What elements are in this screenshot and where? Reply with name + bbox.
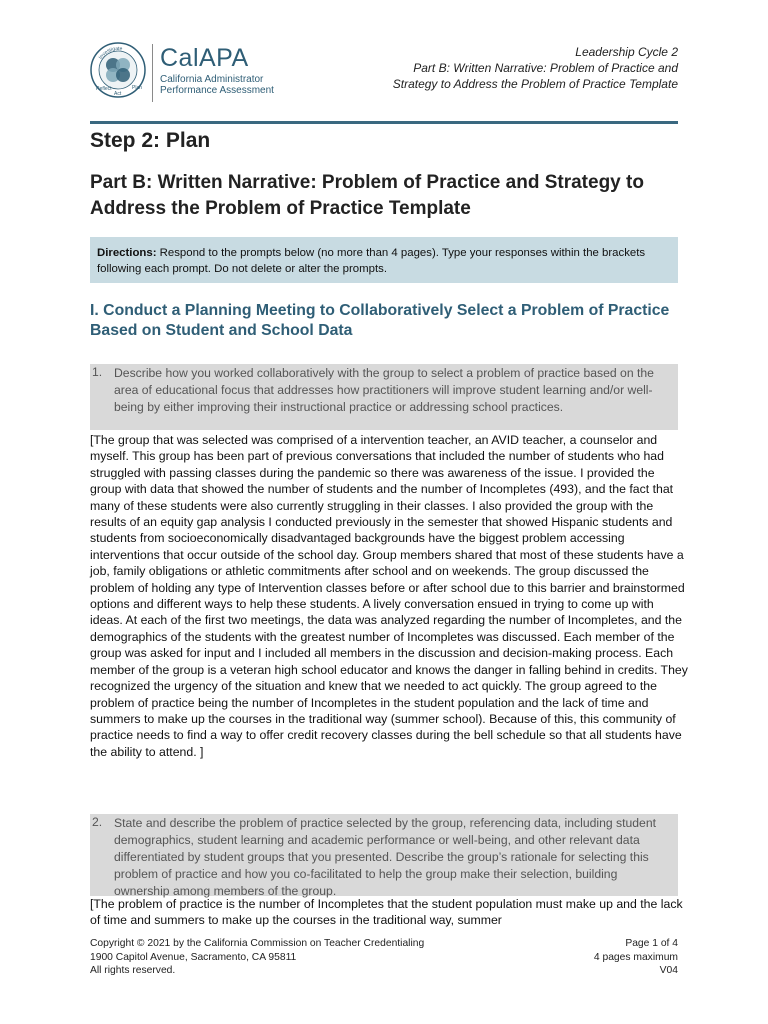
calapa-seal-icon xyxy=(90,42,146,98)
footer-address: 1900 Capitol Avenue, Sacramento, CA 95811 xyxy=(90,951,297,963)
calapa-logo xyxy=(90,42,280,112)
response-1[interactable]: [The group that was selected was comprised of a intervention teacher, an AVID teacher, a counselor and myself. This group has been part of previous conversations that included the number of students who had struggled with passing classes during the pandemic so there was awareness of the issue. I provided the group with data that showed the number of students and the number of Incompletes (493), and the fact that many of these students were also currently struggling in their classes. I also provided the group with the results of an equity gap analysis I conducted previously in the semester that showed Hispanic students and students from socioeconomically disadvantaged backgrounds have the biggest problem accessing interventions that occur outside of the school day. Group members shared that most of these students have a job, family obligations or athletic commitments after school and on weekends. The group discussed the problem of holding any type of Intervention classes before or after school due to this barrier and brainstormed options and different ways to help these students. A lively conversation ensued in trying to come up with ideas. At each of the first two meetings, the data was analyzed regarding the number of Incompletes, and the demographics of the students with the greatest number of Incompletes was discussed. Each member of the group was asked for input and I included all members in the discussion and decision-making process. Each member of the group is a veteran high school educator and knows the danger in falling behind in credits. They recognized the urgency of the situation and knew that we needed to act quickly. The group agreed to the problem of practice being the number of Incompletes in the student population and the lack of time and summers to make up the courses in the traditional way (summer school). Because of this, this community of practice needs to find a way to offer credit recovery classes during the bell schedule so that all students have the ability to attend. ] xyxy=(90,433,688,759)
prompt-1 xyxy=(90,364,678,430)
footer-version: V04 xyxy=(659,965,678,976)
footer-copyright: Copyright © 2021 by the California Commission on Teacher Credentialing xyxy=(90,938,425,949)
prompt-text: State and describe the problem of practice selected by the group, referencing data, including student demographics, student learning and academic performance or well-being, and other relevant data differentiated by student groups that you presented. Describe the group’s rationale for selecting this problem of practice and how you co-facilitated to help the group make their selection, building ownership among members of the group. xyxy=(114,816,657,898)
prompt-text: Describe how you worked collaboratively with the group to select a problem of practice based on the area of educational focus that addresses how practitioners will improve student learning and/or well-being by either improving their instructional practice or addressing school practices. xyxy=(114,366,654,414)
footer-page-limit: 4 pages maximum xyxy=(593,951,678,963)
prompt-number: 1. xyxy=(92,365,103,379)
seal-word-act: Act xyxy=(114,91,122,97)
footer-rights: All rights reserved. xyxy=(90,965,176,976)
leadership-cycle: Leadership Cycle 2 xyxy=(575,45,678,59)
footer-right xyxy=(594,937,678,978)
template-line-1: Part B: Written Narrative: Problem of Practice and xyxy=(413,61,678,75)
page-header xyxy=(90,42,678,120)
prompt-number: 2. xyxy=(92,815,103,829)
footer-page-number: Page 1 of 4 xyxy=(625,938,678,949)
header-template-info xyxy=(393,44,678,92)
seal-word-plan: Plan xyxy=(132,85,143,91)
seal-word-investigate: Investigate xyxy=(97,45,123,61)
directions-label: Directions: xyxy=(97,247,157,259)
header-rule xyxy=(90,121,678,124)
footer-left xyxy=(90,937,424,978)
seal-word-reflect: Reflect xyxy=(96,86,112,92)
response-2[interactable]: [The problem of practice is the number of Incompletes that the student population must make up and the lack of time and summers to make up the courses in the traditional way, summer xyxy=(90,897,683,928)
logo-divider xyxy=(152,44,153,102)
section-heading: I. Conduct a Planning Meeting to Collaboratively Select a Problem of Practice Based on Student and School Data xyxy=(90,302,670,339)
logo-subtitle: California Administrator Performance Assessment xyxy=(160,74,274,96)
template-line-2: Strategy to Address the Problem of Practice Template xyxy=(392,77,678,91)
directions-text: Respond to the prompts below (no more than 4 pages). Type your responses within the brackets following each prompt. Do not delete or alter the prompts. xyxy=(97,247,646,275)
part-title: Part B: Written Narrative: Problem of Practice and Strategy to Address the Problem of Practice Template xyxy=(90,172,644,219)
directions-box xyxy=(90,237,678,283)
logo-name: CalAPA xyxy=(160,44,249,72)
prompt-2 xyxy=(90,814,678,896)
step-title: Step 2: Plan xyxy=(90,129,211,152)
